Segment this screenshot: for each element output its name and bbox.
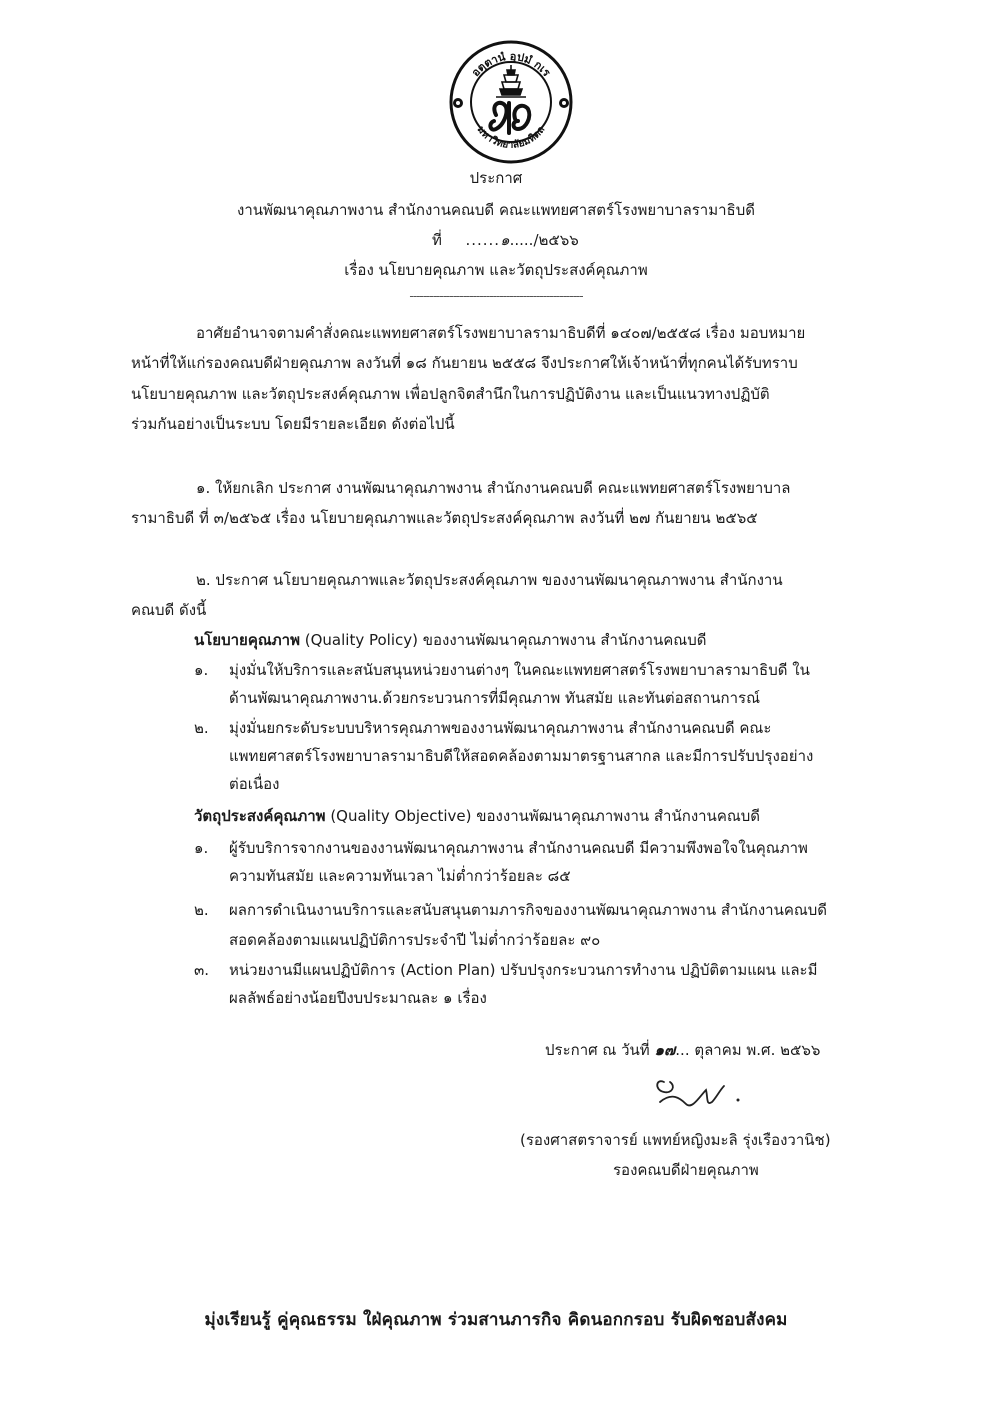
- objective-item-3-line-2: ผลลัพธ์อย่างน้อยปีงบประมาณละ ๑ เรื่อง: [229, 989, 487, 1007]
- university-seal-logo: [446, 37, 576, 167]
- date-prefix: ประกาศ ณ วันที่: [545, 1041, 650, 1059]
- date-day: ๑๗: [654, 1041, 676, 1059]
- footer-slogan: มุ่งเรียนรู้ คู่คุณธรรม ใฝ่คุณภาพ ร่วมสานภารกิจ คิดนอกกรอบ รับผิดชอบสังคม: [204, 1310, 788, 1330]
- objective-item-3-number: ๓.: [194, 961, 210, 979]
- objective-item-3-line-1: หน่วยงานมีแผนปฏิบัติการ (Action Plan) ปรับปรุงกระบวนการทำงาน ปฏิบัติตามแผน และมี: [229, 961, 818, 979]
- subject-line: เรื่อง นโยบายคุณภาพ และวัตถุประสงค์คุณภาพ: [344, 261, 648, 279]
- objective-item-1-number: ๑.: [194, 839, 209, 857]
- document-number: ที่ ......๑...../๒๕๖๖: [432, 231, 579, 249]
- policy-item-1-line-1: มุ่งมั่นให้บริการและสนับสนุนหน่วยงานต่างๆ ในคณะแพทยศาสตร์โรงพยาบาลรามาธิบดี ใน: [229, 661, 810, 679]
- objective-item-2-line-1: ผลการดำเนินงานบริการและสนับสนุนตามภารกิจของงานพัฒนาคุณภาพงาน สำนักงานคณบดี: [229, 901, 828, 919]
- policy-heading: [194, 630, 707, 650]
- intro-line-2: หน้าที่ให้แก่รองคณบดีฝ่ายคุณภาพ ลงวันที่ ๑๘ กันยายน ๒๕๕๘ จึงประกาศให้เจ้าหน้าที่ทุกคนได้รับทราบ: [131, 354, 798, 372]
- intro-line-1: อาศัยอำนาจตามคำสั่งคณะแพทยศาสตร์โรงพยาบาลรามาธิบดีที่ ๑๔๐๗/๒๕๕๘ เรื่อง มอบหมาย: [196, 324, 806, 342]
- announcement-date: [545, 1040, 820, 1060]
- seal-ornament-right: [559, 98, 569, 108]
- objective-heading: [194, 806, 760, 826]
- clause2-line-1: ๒. ประกาศ นโยบายคุณภาพและวัตถุประสงค์คุณภาพ ของงานพัฒนาคุณภาพงาน สำนักงาน: [196, 571, 783, 589]
- seal-top-text: อตฺตานํ อุปมํ กเร: [469, 49, 554, 80]
- intro-line-4: ร่วมกันอย่างเป็นระบบ โดยมีรายละเอียด ดังต่อไปนี้: [131, 415, 455, 433]
- clause2-line-2: คณบดี ดังนี้: [131, 601, 207, 619]
- issuer-line: งานพัฒนาคุณภาพงาน สำนักงานคณบดี คณะแพทยศาสตร์โรงพยาบาลรามาธิบดี: [237, 201, 755, 219]
- policy-heading-rest: (Quality Policy) ของงานพัฒนาคุณภาพงาน สำนักงานคณบดี: [299, 631, 707, 649]
- signature: [650, 1068, 760, 1118]
- policy-heading-bold: นโยบายคุณภาพ: [194, 631, 300, 649]
- policy-item-2-line-3: ต่อเนื่อง: [229, 775, 280, 793]
- number-suffix: /๒๕๖๖: [533, 231, 579, 249]
- date-suffix: ... ตุลาคม พ.ศ. ๒๕๖๖: [675, 1041, 821, 1059]
- objective-item-2-line-2: สอดคล้องตามแผนปฏิบัติการประจำปี ไม่ต่ำกว่าร้อยละ ๙๐: [229, 931, 601, 949]
- monogram-icon: [490, 103, 529, 133]
- announcement-title: ประกาศ: [469, 169, 523, 187]
- clause1-line-1: ๑. ให้ยกเลิก ประกาศ งานพัฒนาคุณภาพงาน สำนักงานคณบดี คณะแพทยศาสตร์โรงพยาบาล: [196, 479, 791, 497]
- objective-item-1-line-1: ผู้รับบริการจากงานของงานพัฒนาคุณภาพงาน สำนักงานคณบดี มีความพึงพอใจในคุณภาพ: [229, 839, 808, 857]
- clause1-line-2: รามาธิบดี ที่ ๓/๒๕๖๕ เรื่อง นโยบายคุณภาพและวัตถุประสงค์คุณภาพ ลงวันที่ ๒๗ กันยายน ๒๕๖๕: [131, 509, 758, 527]
- seal-bottom-text: มหาวิทยาลัยมหิดล: [474, 124, 548, 151]
- policy-item-2-line-1: มุ่งมั่นยกระดับระบบบริหารคุณภาพของงานพัฒนาคุณภาพงาน สำนักงานคณบดี คณะ: [229, 719, 772, 737]
- crown-icon: [496, 65, 526, 97]
- policy-item-1-line-2: ด้านพัฒนาคุณภาพงาน.ด้วยกระบวนการที่มีคุณภาพ ทันสมัย และทันต่อสถานการณ์: [229, 689, 760, 707]
- header-divider: ----------------------------------------------------: [409, 289, 583, 303]
- signer-name: (รองศาสตราจารย์ แพทย์หญิงมะลิ รุ่งเรืองวานิช): [520, 1131, 831, 1149]
- intro-line-3: นโยบายคุณภาพ และวัตถุประสงค์คุณภาพ เพื่อปลูกจิตสำนึกในการปฏิบัติงาน และเป็นแนวทางปฏิบัติ: [131, 385, 770, 403]
- policy-item-1-number: ๑.: [194, 661, 209, 679]
- policy-item-2-line-2: แพทยศาสตร์โรงพยาบาลรามาธิบดีให้สอดคล้องตามมาตรฐานสากล และมีการปรับปรุงอย่าง: [229, 747, 814, 765]
- objective-item-1-line-2: ความทันสมัย และความทันเวลา ไม่ต่ำกว่าร้อยละ ๘๕: [229, 867, 571, 885]
- objective-heading-bold: วัตถุประสงค์คุณภาพ: [194, 807, 326, 825]
- objective-heading-rest: (Quality Objective) ของงานพัฒนาคุณภาพงาน สำนักงานคณบดี: [325, 807, 761, 825]
- seal-ornament-left: [453, 98, 463, 108]
- number-value: ๑: [500, 231, 510, 249]
- signer-title: รองคณบดีฝ่ายคุณภาพ: [613, 1161, 759, 1179]
- policy-item-2-number: ๒.: [194, 719, 209, 737]
- number-prefix: ที่: [432, 231, 442, 249]
- objective-item-2-number: ๒.: [194, 901, 209, 919]
